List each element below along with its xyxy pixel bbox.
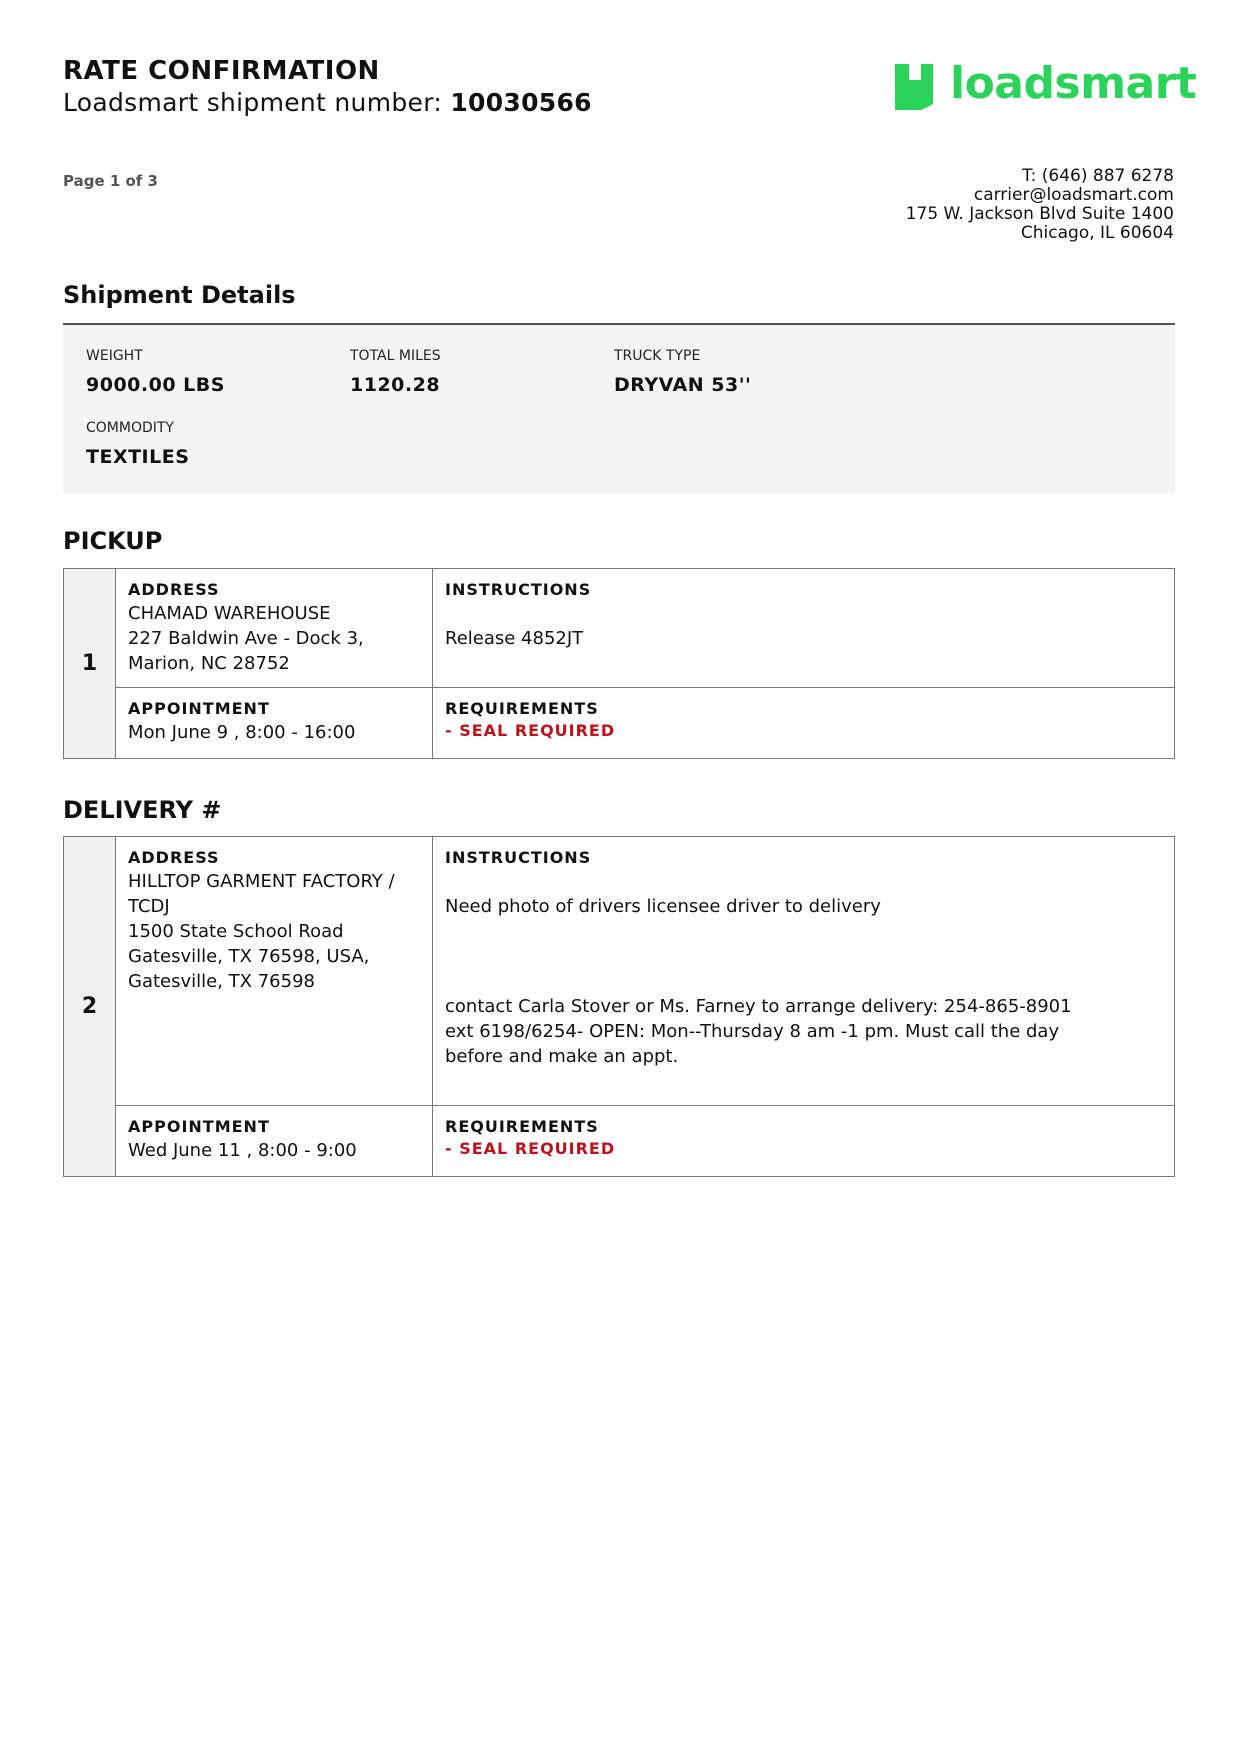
pickup-requirements-cell [433,688,1175,759]
delivery-address-line: HILLTOP GARMENT FACTORY / [128,871,395,892]
pickup-table [63,568,1175,759]
weight-field [86,347,225,396]
commodity-label: COMMODITY [86,420,174,436]
delivery-requirements-label: REQUIREMENTS [445,1117,599,1136]
pickup-requirements-value: - SEAL REQUIRED [445,721,616,740]
logo-wordmark: loadsmart [950,58,1197,109]
contact-block [906,167,1174,243]
contact-email: carrier@loadsmart.com [973,185,1174,205]
delivery-address-line: TCDJ [128,896,170,917]
loadsmart-logo-icon [887,60,937,112]
contact-address-line1: 175 W. Jackson Blvd Suite 1400 [905,204,1174,224]
total-miles-value: 1120.28 [350,374,441,396]
delivery-instructions-line: before and make an appt. [445,1046,679,1067]
delivery-instructions-label: INSTRUCTIONS [445,848,592,867]
delivery-appointment-value: Wed June 11 , 8:00 - 9:00 [128,1140,357,1161]
truck-type-value: DRYVAN 53'' [614,374,752,396]
pickup-address-line: 227 Baldwin Ave - Dock 3, [128,628,364,649]
delivery-table [63,836,1175,1177]
pickup-address-line: CHAMAD WAREHOUSE [128,603,331,624]
weight-label: WEIGHT [86,348,143,364]
shipment-number-label: Loadsmart shipment number: [63,88,451,117]
total-miles-label: TOTAL MILES [350,348,441,364]
delivery-heading: DELIVERY # [63,796,222,824]
shipment-number-line [63,88,592,118]
delivery-instructions-cell [433,837,1175,1106]
shipment-details-box [63,323,1175,493]
pickup-appointment-value: Mon June 9 , 8:00 - 16:00 [128,722,356,743]
delivery-address-label: ADDRESS [128,848,220,867]
delivery-appointment-cell [116,1106,433,1177]
total-miles-field [350,347,441,396]
pickup-instructions-label: INSTRUCTIONS [445,580,592,599]
page-indicator: Page 1 of 3 [63,172,158,190]
delivery-address-line: Gatesville, TX 76598, USA, [128,946,370,967]
delivery-requirements-cell [433,1106,1175,1177]
shipment-number: 10030566 [450,88,592,117]
truck-type-field [614,347,751,396]
delivery-address-line: 1500 State School Road [128,921,344,942]
contact-address-line2: Chicago, IL 60604 [1020,223,1174,243]
pickup-index: 1 [64,569,116,759]
pickup-appointment-label: APPOINTMENT [128,699,270,718]
delivery-address-cell [116,837,433,1106]
pickup-appointment-cell [116,688,433,759]
delivery-requirements-value: - SEAL REQUIRED [445,1139,616,1158]
contact-phone: T: (646) 887 6278 [1022,166,1174,186]
document-title: RATE CONFIRMATION [63,56,380,86]
delivery-instructions-text: Need photo of drivers licensee driver to delivery [445,896,881,917]
shipment-details-heading: Shipment Details [63,281,296,309]
pickup-heading: PICKUP [63,527,163,555]
delivery-appointment-label: APPOINTMENT [128,1117,270,1136]
weight-value: 9000.00 LBS [86,374,225,396]
delivery-address-line: Gatesville, TX 76598 [128,971,315,992]
loadsmart-logo [887,58,1197,114]
pickup-address-line: Marion, NC 28752 [128,653,290,674]
delivery-instructions-contact [445,994,1162,1069]
delivery-instructions-line: contact Carla Stover or Ms. Farney to arrange delivery: 254-865-8901 [445,996,1072,1017]
commodity-field [86,419,189,468]
commodity-value: TEXTILES [86,446,190,468]
truck-type-label: TRUCK TYPE [614,348,701,364]
pickup-address-label: ADDRESS [128,580,220,599]
pickup-instructions-cell [433,569,1175,688]
delivery-instructions-line: ext 6198/6254- OPEN: Mon--Thursday 8 am -1 pm. Must call the day [445,1021,1060,1042]
pickup-address-cell [116,569,433,688]
pickup-requirements-label: REQUIREMENTS [445,699,599,718]
delivery-index: 2 [64,837,116,1177]
pickup-instructions-text: Release 4852JT [445,628,584,649]
